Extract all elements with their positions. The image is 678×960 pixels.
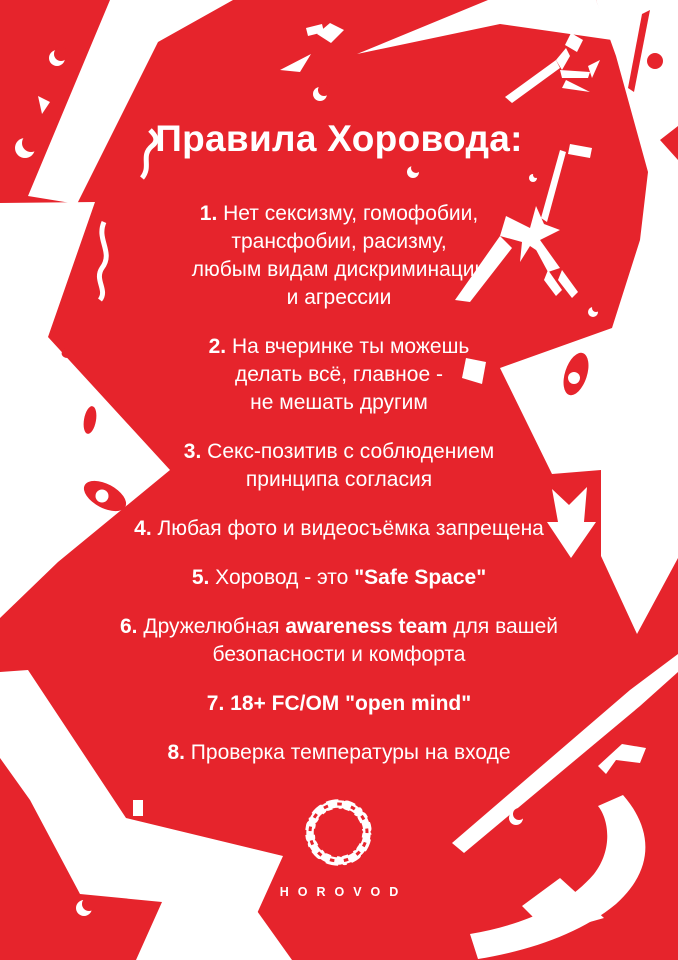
rule-item-2: 2. На вчеринке ты можешь делать всё, главное - не мешать другим — [208, 335, 470, 414]
rule-item-7: 7. 18+ FC/OM "open mind" — [206, 692, 472, 715]
rule-number: 3. — [183, 440, 202, 463]
rule-number: 5. — [191, 566, 210, 589]
rule-number: 7. — [206, 692, 225, 715]
rule-item-3: 3. Секс-позитив с соблюдением принципа согласия — [183, 440, 495, 491]
rule-item-5: 5. Хоровод - это "Safe Space" — [191, 566, 487, 589]
bird-figure-shape — [505, 48, 600, 103]
rule-item-1: 1. Нет сексизму, гомофобии, трансфобии, расизму, любым видам дискриминации и агрессии — [191, 202, 487, 309]
logo-wordmark: HOROVOD — [279, 885, 408, 899]
horovod-ring-icon — [294, 788, 383, 877]
rule-number: 1. — [199, 202, 218, 225]
rule-number: 8. — [167, 741, 185, 764]
rule-item-4: 4. Любая фото и видеосъёмка запрещена — [134, 517, 544, 540]
poster-content — [0, 118, 678, 788]
rule-item-6: 6. Дружелюбная awareness team для вашей безопасности и комфорта — [120, 615, 558, 666]
rule-number: 4. — [134, 517, 152, 540]
rule-number: 2. — [208, 335, 227, 358]
rules-list — [0, 200, 678, 767]
rule-item-8: 8. Проверка температуры на входе — [167, 741, 511, 764]
rule-number: 6. — [120, 615, 138, 638]
page-title: Правила Хоровода: — [155, 118, 523, 159]
